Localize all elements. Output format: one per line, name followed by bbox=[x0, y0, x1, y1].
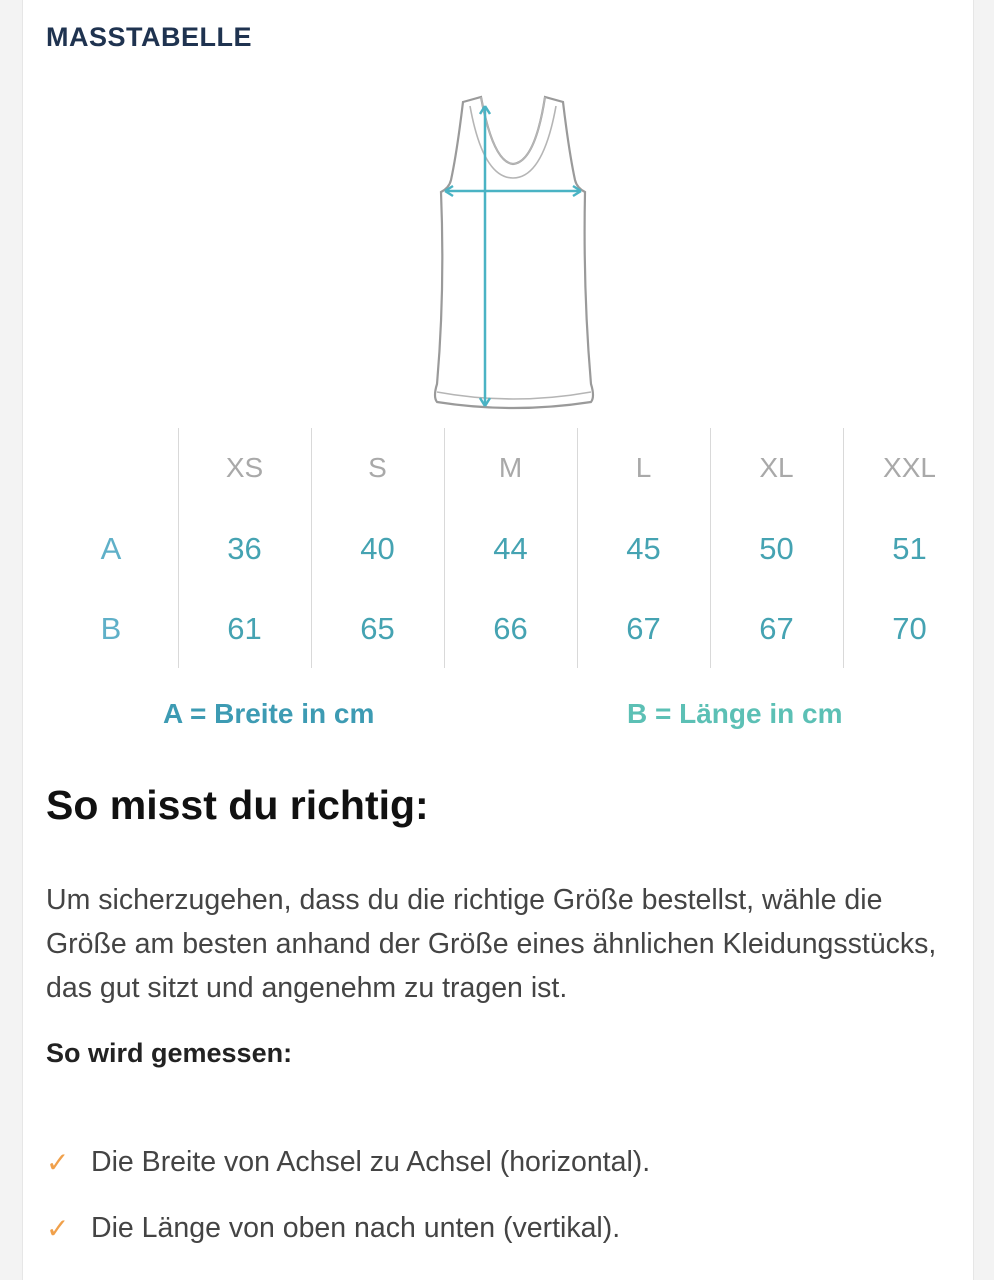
row-label-a: A bbox=[100, 531, 122, 566]
size-header-m: M bbox=[498, 452, 523, 483]
table-cell: 65 bbox=[360, 611, 395, 646]
measure-subheading: So wird gemessen: bbox=[46, 1038, 293, 1068]
tank-top-icon bbox=[423, 92, 603, 422]
size-table bbox=[23, 428, 973, 668]
checkmark-icon: ✓ bbox=[46, 1147, 70, 1178]
size-header-l: L bbox=[635, 452, 652, 483]
size-header-s: S bbox=[368, 452, 387, 483]
checkmark-icon: ✓ bbox=[46, 1213, 70, 1244]
section-title: MASSTABELLE bbox=[46, 22, 252, 52]
size-header-xs: XS bbox=[225, 452, 264, 483]
list-item-text: Die Länge von oben nach unten (vertikal). bbox=[91, 1212, 621, 1244]
table-cell: 36 bbox=[227, 531, 262, 566]
legend-b: B = Länge in cm bbox=[627, 698, 843, 729]
table-cell: 50 bbox=[759, 531, 794, 566]
size-header-xxl: XXL bbox=[883, 452, 936, 483]
table-cell: 66 bbox=[493, 611, 528, 646]
size-header-xl: XL bbox=[759, 452, 794, 483]
table-cell: 70 bbox=[892, 611, 927, 646]
table-cell: 44 bbox=[493, 531, 528, 566]
table-cell: 67 bbox=[626, 611, 661, 646]
size-chart-card bbox=[22, 0, 974, 1280]
measure-heading: So misst du richtig: bbox=[46, 782, 429, 828]
table-cell: 40 bbox=[360, 531, 395, 566]
table-cell: 61 bbox=[227, 611, 262, 646]
measure-paragraph: Um sicherzugehen, dass du die richtige Größe bestellst, wähle die Größe am besten anhand der Größe eines ähnlichen Kleidungsstücks, das gut sitzt und angenehm zu tragen ist. bbox=[46, 884, 937, 1004]
legend-a: A = Breite in cm bbox=[163, 698, 375, 729]
table-cell: 45 bbox=[626, 531, 661, 566]
list-item-text: Die Breite von Achsel zu Achsel (horizontal). bbox=[91, 1146, 651, 1178]
row-label-b: B bbox=[100, 611, 122, 646]
table-cell: 67 bbox=[759, 611, 794, 646]
list-item bbox=[46, 1146, 650, 1179]
list-item bbox=[46, 1212, 620, 1245]
table-cell: 51 bbox=[892, 531, 927, 566]
